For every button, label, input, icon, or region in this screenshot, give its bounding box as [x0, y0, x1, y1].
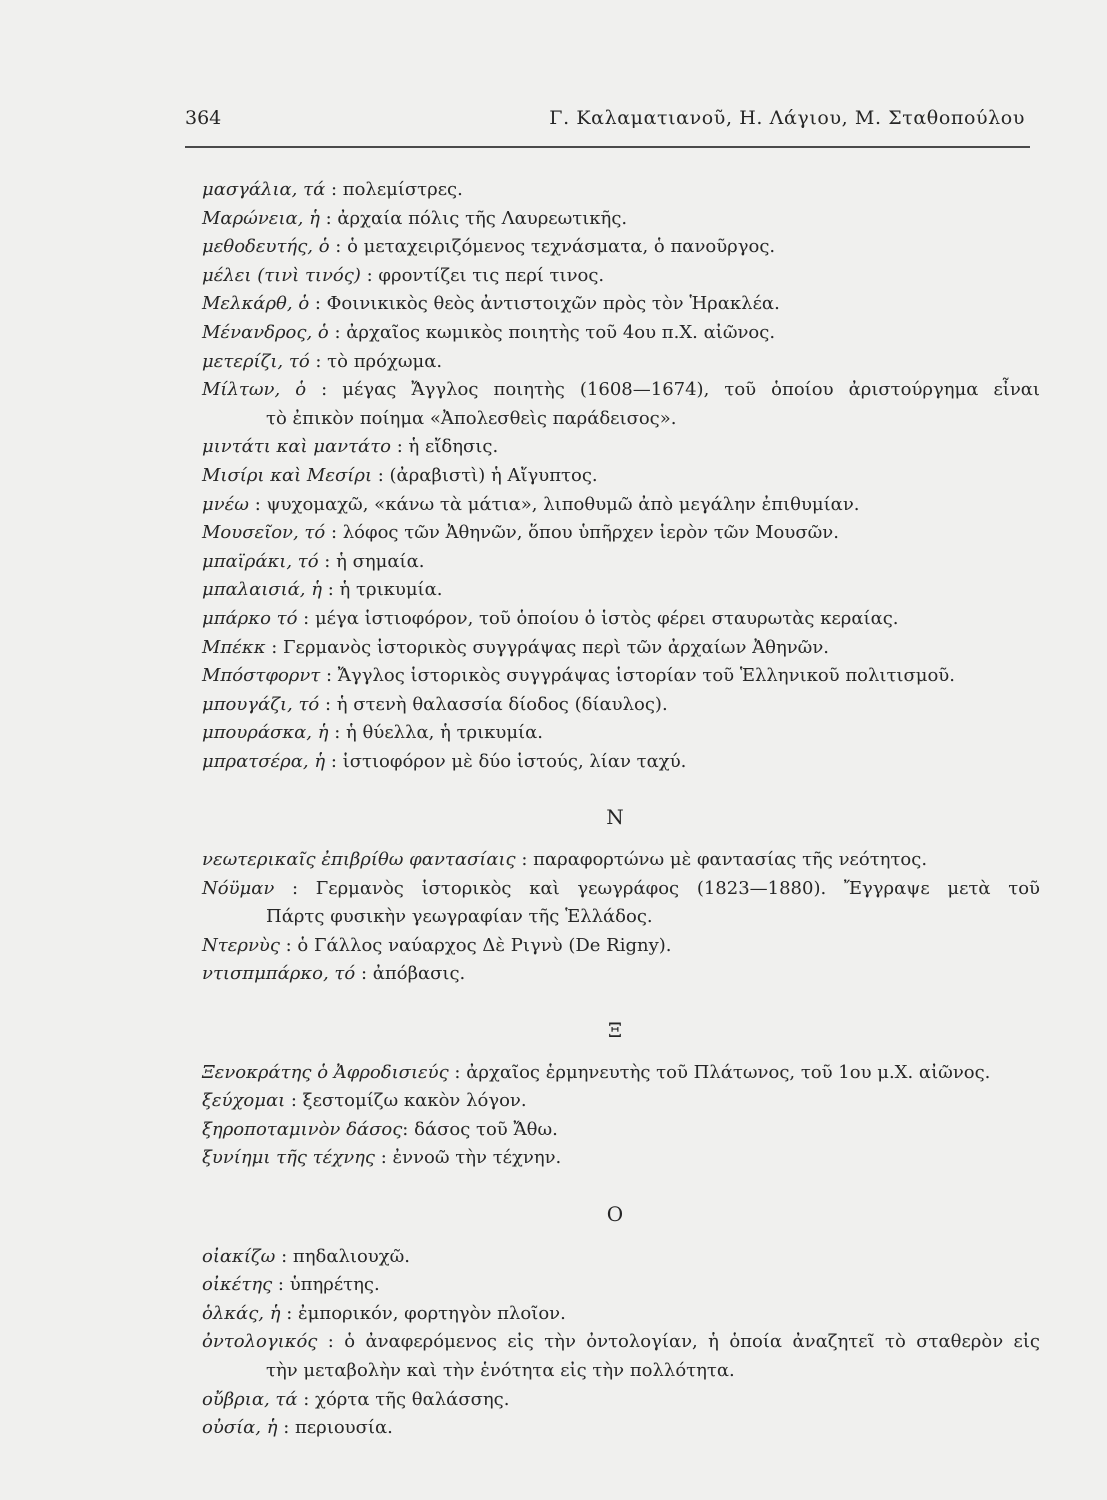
glossary-entry [202, 1087, 1052, 1116]
entry-term: μπρατσέρα, ἡ [202, 750, 326, 772]
glossary-entry [202, 376, 1052, 433]
entry-term: ὁλκάς, ἡ [202, 1302, 281, 1324]
entry-term: Μένανδρος, ὁ [202, 321, 329, 343]
glossary-entry [202, 462, 1052, 491]
glossary-entry [202, 662, 1052, 691]
entry-definition-continuation: τὴν μεταβολὴν καὶ τὴν ἑνότητα εἰς τὴν πολλότητα. [266, 1359, 735, 1381]
entry-definition: : ἡ τρικυμία. [322, 579, 443, 601]
entry-term: μιντάτι καὶ μαντάτο [202, 436, 391, 458]
entry-term: ξυνίημι τῆς τέχνης [202, 1147, 375, 1169]
glossary-entry [202, 1116, 1052, 1145]
glossary-entry [202, 348, 1052, 377]
glossary-entry [202, 1328, 1052, 1385]
glossary-entry [202, 719, 1052, 748]
entry-definition: : ψυχομαχῶ, «κάνω τὰ μάτια», λιποθυμῶ ἀπὸ μεγάλην ἐπιθυμίαν. [248, 493, 860, 515]
entry-term: μπουράσκα, ἡ [202, 722, 329, 744]
entry-definition: : παραφορτώνω μὲ φαντασίας τῆς νεότητος. [515, 849, 928, 871]
entry-term: Νόϋμαν [202, 877, 275, 899]
glossary-entry [202, 319, 1052, 348]
glossary-entry [202, 1243, 1052, 1272]
entry-definition: : ἀρχαία πόλις τῆς Λαυρεωτικῆς. [319, 207, 628, 229]
glossary-entry [202, 491, 1052, 520]
entry-term: Μελκάρθ, ὁ [202, 293, 310, 315]
glossary [202, 176, 1052, 1443]
running-title: Γ. Καλαματιανοῦ, Η. Λάγιου, Μ. Σταθοπούλου [549, 107, 1025, 129]
entry-definition: : χόρτα τῆς θαλάσσης. [297, 1388, 510, 1410]
glossary-section-omicron [202, 1200, 1052, 1443]
entry-definition: : ἡ εἴδησις. [391, 436, 499, 458]
glossary-entry [202, 960, 1052, 989]
glossary-entry [202, 1144, 1052, 1173]
entry-definition: : ἐννοῶ τὴν τέχνην. [375, 1147, 562, 1169]
entry-definition: : ὁ ἀναφερόμενος εἰς τὴν ὀντολογίαν, ἡ ὁποία ἀναζητεῖ τὸ σταθερὸν εἰς [317, 1331, 1040, 1353]
entry-definition: : ξεστομίζω κακὸν λόγον. [285, 1090, 527, 1112]
entry-definition: : λόφος τῶν Ἀθηνῶν, ὅπου ὑπῆρχεν ἱερὸν τῶν Μουσῶν. [325, 522, 839, 544]
entry-term: Μίλτων, ὁ [202, 379, 307, 401]
entry-definition: : πηδαλιουχῶ. [275, 1245, 411, 1267]
entry-term: Ντερνὺς [202, 934, 280, 956]
entry-definition: : Γερμανὸς ἱστορικὸς συγγράψας περὶ τῶν ἀρχαίων Ἀθηνῶν. [265, 636, 830, 658]
glossary-entry [202, 1271, 1052, 1300]
entry-definition: : πολεμίστρες. [325, 179, 463, 200]
glossary-entry [202, 691, 1052, 720]
glossary-entry [202, 176, 1052, 205]
entry-definition: : ἀρχαῖος κωμικὸς ποιητὴς τοῦ 4ου π.Χ. αἰῶνος. [328, 321, 776, 343]
entry-term: Ξενοκράτης ὁ Ἀφροδισιεύς [202, 1061, 449, 1083]
entry-definition: : περιουσία. [277, 1417, 393, 1439]
entry-term: μπαλαισιά, ἡ [202, 579, 323, 601]
entry-term: νεωτερικαῖς ἐπιβρίθω φαντασίαις [202, 849, 516, 871]
entry-term: Μπόστφορντ [202, 665, 321, 687]
glossary-entry [202, 1059, 1052, 1088]
entry-definition: : φροντίζει τις περί τινος. [360, 264, 605, 286]
glossary-entry [202, 519, 1052, 548]
entry-term: οἰακίζω [202, 1245, 276, 1267]
entry-definition: : Γερμανὸς ἱστορικὸς καὶ γεωγράφος (1823—1880). Ἔγγραψε μετὰ τοῦ [274, 877, 1040, 899]
entry-term: οἰκέτης [202, 1274, 273, 1296]
entry-definition: : ἀρχαῖος ἑρμηνευτὴς τοῦ Πλάτωνος, τοῦ 1ου μ.Χ. αἰῶνος. [448, 1061, 991, 1083]
glossary-entry [202, 846, 1052, 875]
glossary-section-xi [202, 1016, 1052, 1173]
glossary-entry [202, 932, 1052, 961]
entry-term: μετερίζι, τό [202, 350, 310, 372]
entry-term: ξεύχομαι [202, 1090, 286, 1112]
glossary-entry [202, 548, 1052, 577]
entry-definition: : Φοινικικὸς θεὸς ἀντιστοιχῶν πρὸς τὸν Ἡρακλέα. [309, 293, 780, 315]
entry-definition: : ἡ στενὴ θαλασσία δίοδος (δίαυλος). [319, 693, 668, 715]
section-letter-heading: Ξ [607, 1018, 623, 1043]
entry-term: μνέω [202, 493, 249, 515]
entry-term: μεθοδευτής, ὁ [202, 236, 330, 258]
page-number: 364 [185, 107, 222, 129]
glossary-entry [202, 205, 1052, 234]
running-header [185, 104, 1025, 132]
glossary-entry [202, 290, 1052, 319]
glossary-entry [202, 634, 1052, 663]
entry-term: ξηροποταμινὸν δάσος [202, 1118, 403, 1140]
section-letter-heading: Ν [606, 805, 624, 830]
section-letter-heading: Ο [606, 1202, 624, 1226]
entry-term: Μπέκκ [202, 636, 266, 658]
entry-term: οὔβρια, τά [202, 1388, 298, 1410]
entry-term: οὐσία, ἡ [202, 1417, 278, 1439]
entry-term: Μαρώνεια, ἡ [202, 207, 320, 229]
entry-term: μπαϊράκι, τό [202, 550, 319, 572]
entry-definition: : ὁ Γάλλος ναύαρχος Δὲ Ριγνὺ (De Rigny). [279, 934, 672, 956]
entry-definition: : (ἀραβιστὶ) ἡ Αἴγυπτος. [372, 464, 598, 486]
entry-term: ντισπμπάρκο, τό [202, 963, 356, 985]
entry-definition: : ἀπόβασις. [355, 963, 466, 985]
entry-definition: : ἡ σημαία. [318, 550, 425, 572]
glossary-entry [202, 875, 1052, 932]
entry-term: Μισίρι καὶ Μεσίρι [202, 464, 373, 486]
entry-definition: : ἐμπορικόν, φορτηγὸν πλοῖον. [280, 1302, 566, 1324]
glossary-entry [202, 605, 1052, 634]
entry-term: μέλει (τινὶ τινός) [202, 264, 361, 286]
entry-definition: : ἱστιοφόρον μὲ δύο ἱστούς, λίαν ταχύ. [325, 750, 687, 772]
entry-definition-continuation: Πάρτς φυσικὴν γεωγραφίαν τῆς Ἑλλάδος. [266, 906, 653, 928]
entry-definition: : ὑπηρέτης. [272, 1274, 380, 1296]
entry-term: ὀντολογικός [202, 1331, 318, 1353]
glossary-section-m [202, 176, 1052, 776]
glossary-entry [202, 576, 1052, 605]
entry-definition: : ἡ θύελλα, ἡ τρικυμία. [328, 722, 543, 744]
entry-definition: : δάσος τοῦ Ἄθω. [402, 1118, 558, 1140]
entry-term: Μουσεῖον, τό [202, 522, 326, 544]
entry-term: μπουγάζι, τό [202, 693, 320, 715]
glossary-entry [202, 1414, 1052, 1443]
glossary-entry [202, 433, 1052, 462]
glossary-entry [202, 1386, 1052, 1415]
glossary-entry [202, 748, 1052, 777]
glossary-entry [202, 1300, 1052, 1329]
glossary-section-n [202, 803, 1052, 989]
entry-definition: : ὁ μεταχειριζόμενος τεχνάσματα, ὁ πανοῦργος. [329, 236, 776, 258]
entry-definition: : μέγα ἱστιοφόρον, τοῦ ὁποίου ὁ ἱστὸς φέρει σταυρωτὰς κεραίας. [297, 607, 899, 629]
entry-definition: : Ἄγγλος ἱστορικὸς συγγράψας ἱστορίαν τοῦ Ἑλληνικοῦ πολιτισμοῦ. [320, 665, 955, 687]
entry-term: μασγάλια, τά [202, 179, 326, 200]
header-rule [185, 146, 1030, 148]
glossary-entry [202, 233, 1052, 262]
entry-term: μπάρκο τό [202, 607, 298, 629]
glossary-entry [202, 262, 1052, 291]
entry-definition-continuation: τὸ ἐπικὸν ποίημα «Ἀπολεσθεὶς παράδεισος». [266, 407, 677, 429]
entry-definition: : τὸ πρόχωμα. [309, 350, 443, 372]
entry-definition: : μέγας Ἄγγλος ποιητὴς (1608—1674), τοῦ ὁποίου ἀριστούργημα εἶναι [306, 379, 1040, 401]
